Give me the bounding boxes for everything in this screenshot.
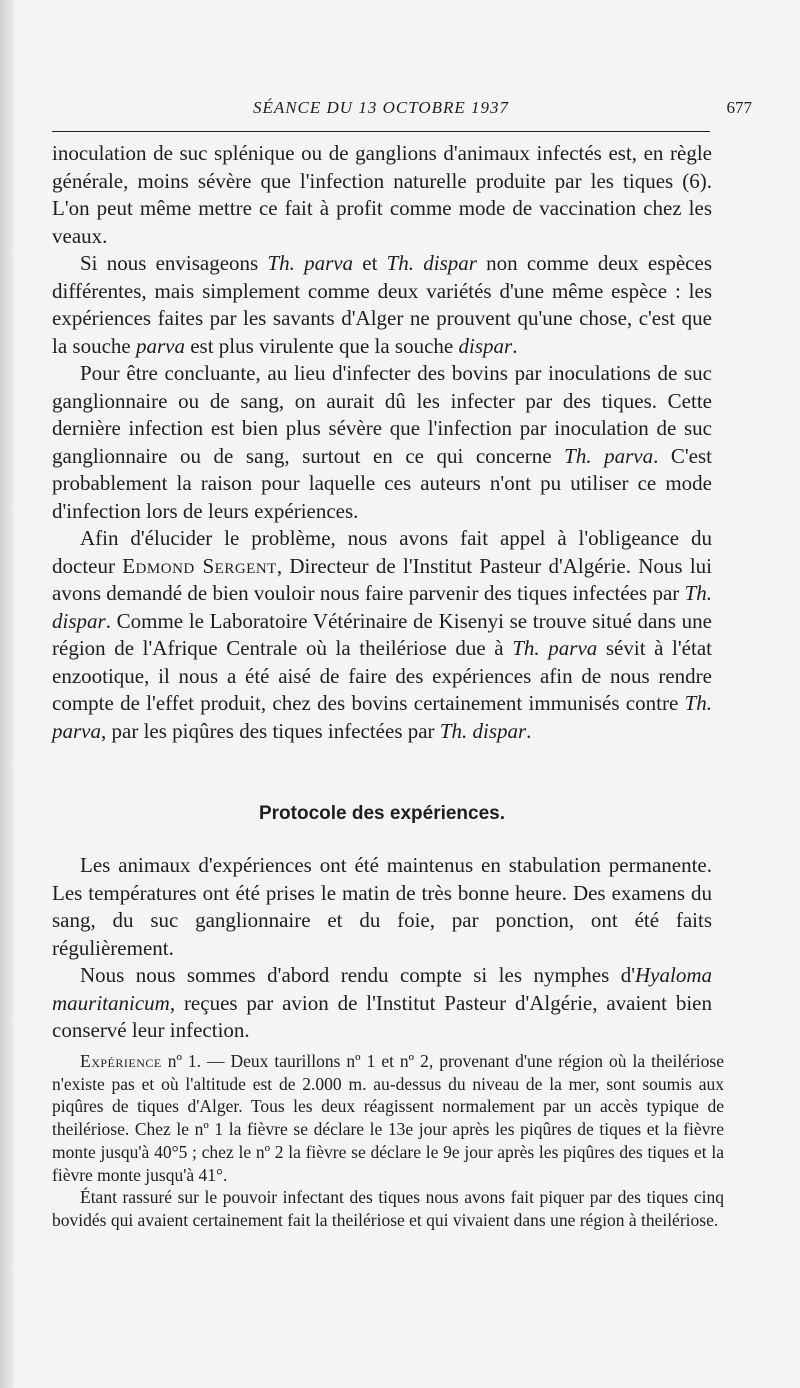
species-name: Th. parva: [564, 443, 654, 468]
experiment-label: Expérience: [80, 1051, 162, 1071]
text-run: Si nous envisageons: [80, 251, 268, 275]
text-run: Pour être concluante, au lieu d'infecter des bovins par inoculations de suc ganglionnaire ou de sang, on aurait dû les infecter par des tiques. Cette dernière infection est bien plus sévère que l'infection par inoculation de suc ganglionnaire ou de sang, surtout en ce qui concerne: [52, 361, 712, 468]
text-run: .: [526, 718, 532, 743]
page-number: 677: [726, 98, 752, 117]
page-gutter-shadow: [0, 0, 14, 1388]
text-run: , Directeur de l'Institut Pasteur d'Algérie. Nous lui avons demandé de bien vouloir nous faire parvenir des tiques infectées par: [52, 553, 712, 605]
text-run: nº 1. — Deux taurillons nº 1 et nº 2, provenant d'une région où la theilériose n'existe pas et où l'altitude est de 2.000 m. au-dessus du niveau de la mer, sont soumis aux piqûres de tiques d'Alger. Tous les deux réagissent normalement par un accès typique de theilériose. Chez le nº 1 la fièvre se déclare le 13e jour après les piqûres de tiques et la fièvre monte jusqu'à 40°5 ; chez le nº 2 la fièvre se déclare le 9e jour après les piqûres des tiques et la fièvre monte jusqu'à 41°.: [52, 1051, 724, 1185]
strain-name: parva: [135, 333, 185, 358]
species-name: Th. parva: [512, 636, 598, 660]
paragraph-1: inoculation de suc splénique ou de ganglions d'animaux infectés est, en règle générale, moins sévère que l'infection naturelle produite par les tiques (6). L'on peut même mettre ce fait à profit comme mode de vaccination chez les veaux.: [52, 141, 712, 248]
paragraph-4: [52, 525, 712, 745]
species-name: Th. dispar: [386, 251, 477, 275]
text-run: , reçues par avion de l'Institut Pasteur d'Algérie, avaient bien conservé leur infection.: [52, 990, 712, 1042]
text-run: Afin d'élucider le problème, nous avons fait appel à l'obligeance du docteur: [52, 526, 712, 578]
text-run: non comme deux espèces différentes, mais simplement comme deux variétés d'une même espèce : les expériences faites par les savants d'Alger ne prouvent qu'une chose, c'est que la souche: [52, 251, 712, 358]
species-name: Hyaloma mauritanicum: [52, 963, 712, 1015]
paragraph-8: Étant rassuré sur le pouvoir infectant des tiques nous avons fait piquer par des tiques cinq bovidés qui avaient certainement fait la theilériose et qui vivaient dans une région à theilériose.: [52, 1187, 724, 1230]
paragraph-2: [52, 250, 712, 360]
species-name: Th. parva: [52, 691, 712, 743]
text-run: .: [512, 333, 518, 358]
species-name: Th. dispar: [439, 718, 527, 743]
experiment-1: [52, 1050, 724, 1186]
text-run: . C'est probablement la raison pour laquelle ces auteurs n'ont pu utiliser ce mode d'infection lors de leurs expériences.: [52, 443, 712, 523]
section-heading: Protocole des expériences.: [258, 803, 506, 824]
running-title: SÉANCE DU 13 OCTOBRE 1937: [252, 98, 510, 117]
person-name: Edmond Sergent: [122, 553, 277, 578]
body-text-upper: [52, 140, 712, 745]
species-name: Th. parva: [267, 251, 354, 275]
experiment-notes: [52, 1050, 724, 1232]
body-text-protocol: [52, 852, 712, 1045]
strain-name: dispar: [458, 333, 513, 358]
text-run: . Comme le Laboratoire Vétérinaire de Kisenyi se trouve situé dans une région de l'Afrique Centrale où la theilériose due à: [52, 608, 712, 660]
text-run: sévit à l'état enzootique, il nous a été aisé de faire des expériences afin de nous rendre compte de l'effet produit, chez des bovins certainement immunisés contre: [52, 636, 712, 715]
paragraph-3: [52, 360, 712, 525]
text-run: et: [353, 251, 387, 275]
text-run: est plus virulente que la souche: [184, 333, 459, 358]
species-name: Th. dispar: [52, 581, 712, 633]
text-run: Nous nous sommes d'abord rendu compte si les nymphes d': [80, 963, 635, 987]
page-header: [52, 92, 752, 120]
paragraph-5: Les animaux d'expériences ont été maintenus en stabulation permanente. Les températures ont été prises le matin de très bonne heure. Des examens du sang, du suc ganglionnaire et du foie, par ponction, ont été faits régulièrement.: [52, 853, 712, 960]
paragraph-6: [52, 962, 712, 1045]
header-rule: [52, 131, 710, 132]
text-run: , par les piqûres des tiques infectées par: [101, 718, 440, 743]
